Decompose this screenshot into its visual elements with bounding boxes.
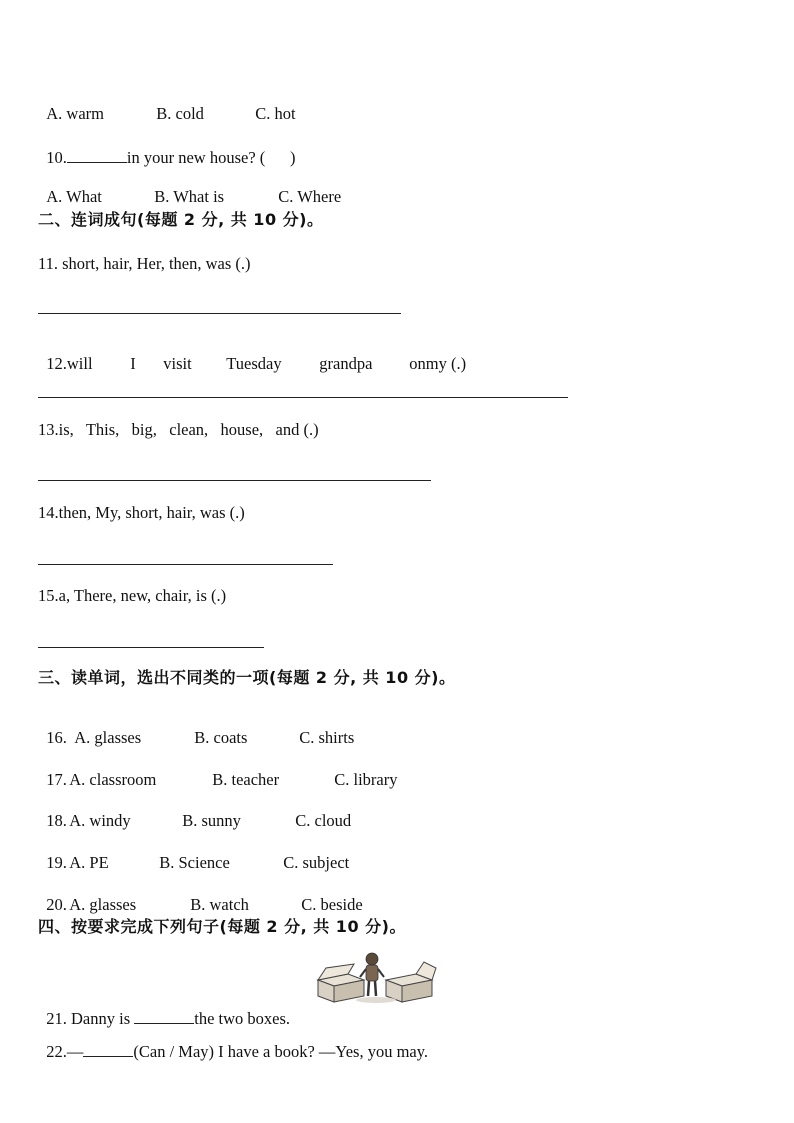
q12-word: I bbox=[130, 353, 136, 373]
q12-question bbox=[38, 339, 466, 372]
q9-options bbox=[38, 89, 296, 122]
section3-heading: 三、读单词，选出不同类的一项(每题 2 分, 共 10 分)。 bbox=[38, 668, 456, 687]
q21-prefix: 21. Danny is bbox=[46, 1008, 135, 1028]
q10-number: 10. bbox=[46, 147, 67, 167]
q14-answer-line bbox=[38, 564, 333, 565]
q12-word: onmy (.) bbox=[409, 353, 467, 373]
q21-suffix: the two boxes. bbox=[194, 1008, 291, 1028]
q10-blank bbox=[67, 148, 127, 163]
q20-option-a: A. glasses bbox=[69, 894, 137, 914]
q16-option-b: B. coats bbox=[194, 727, 248, 747]
q10-option-b: B. What is bbox=[154, 186, 225, 206]
section4-heading: 四、按要求完成下列句子(每题 2 分, 共 10 分)。 bbox=[38, 917, 406, 936]
q18-option-b: B. sunny bbox=[182, 810, 241, 830]
q10-option-a: A. What bbox=[46, 186, 102, 206]
boxes-illustration-svg bbox=[314, 950, 438, 1006]
q9-option-a: A. warm bbox=[46, 103, 104, 123]
q17-option-a: A. classroom bbox=[69, 769, 157, 789]
q14-question: 14.then, My, short, hair, was (.) bbox=[38, 503, 245, 522]
q20-option-c: C. beside bbox=[301, 894, 363, 914]
q19-option-b: B. Science bbox=[159, 852, 230, 872]
q19-option-c: C. subject bbox=[283, 852, 350, 872]
q12-word: Tuesday bbox=[226, 353, 282, 373]
q17-option-c: C. library bbox=[334, 769, 398, 789]
q9-option-b: B. cold bbox=[156, 103, 204, 123]
q12-word: visit bbox=[163, 353, 192, 373]
q19-question bbox=[38, 838, 349, 871]
q16-number: 16. bbox=[46, 727, 67, 747]
boy-between-boxes-illustration bbox=[314, 950, 438, 1006]
q13-answer-line bbox=[38, 480, 431, 481]
q19-number: 19. bbox=[46, 852, 67, 872]
q22-blank bbox=[83, 1042, 133, 1057]
q12-word: 12.will bbox=[46, 353, 93, 373]
q21-question bbox=[38, 992, 290, 1027]
section2-heading: 二、连词成句(每题 2 分, 共 10 分)。 bbox=[38, 210, 324, 229]
q10-option-c: C. Where bbox=[278, 186, 342, 206]
q22-prefix: 22.— bbox=[46, 1041, 84, 1061]
q16-option-a: A. glasses bbox=[74, 727, 142, 747]
q10-options bbox=[38, 172, 341, 205]
q11-question: 11. short, hair, Her, then, was (.) bbox=[38, 254, 251, 273]
q18-question bbox=[38, 796, 351, 829]
q12-word: grandpa bbox=[319, 353, 373, 373]
q20-option-b: B. watch bbox=[190, 894, 249, 914]
q11-answer-line bbox=[38, 313, 401, 314]
q20-question bbox=[38, 880, 363, 913]
q12-answer-line bbox=[38, 397, 568, 398]
q16-question bbox=[38, 713, 354, 746]
q18-number: 18. bbox=[46, 810, 67, 830]
q21-blank bbox=[134, 1009, 194, 1024]
q15-answer-line bbox=[38, 647, 264, 648]
q13-question: 13.is, This, big, clean, house, and (.) bbox=[38, 420, 319, 439]
q15-question: 15.a, There, new, chair, is (.) bbox=[38, 586, 227, 605]
q18-option-a: A. windy bbox=[69, 810, 131, 830]
q19-option-a: A. PE bbox=[69, 852, 109, 872]
q20-number: 20. bbox=[46, 894, 67, 914]
q22-question bbox=[38, 1025, 428, 1060]
q22-suffix: (Can / May) I have a book? —Yes, you may. bbox=[133, 1041, 429, 1061]
q17-number: 17. bbox=[46, 769, 67, 789]
q9-option-c: C. hot bbox=[255, 103, 296, 123]
q17-option-b: B. teacher bbox=[212, 769, 280, 789]
q17-question bbox=[38, 755, 398, 788]
q16-option-c: C. shirts bbox=[299, 727, 355, 747]
q10-question bbox=[38, 131, 296, 166]
q18-option-c: C. cloud bbox=[295, 810, 352, 830]
q10-text: in your new house? ( ) bbox=[126, 147, 296, 167]
